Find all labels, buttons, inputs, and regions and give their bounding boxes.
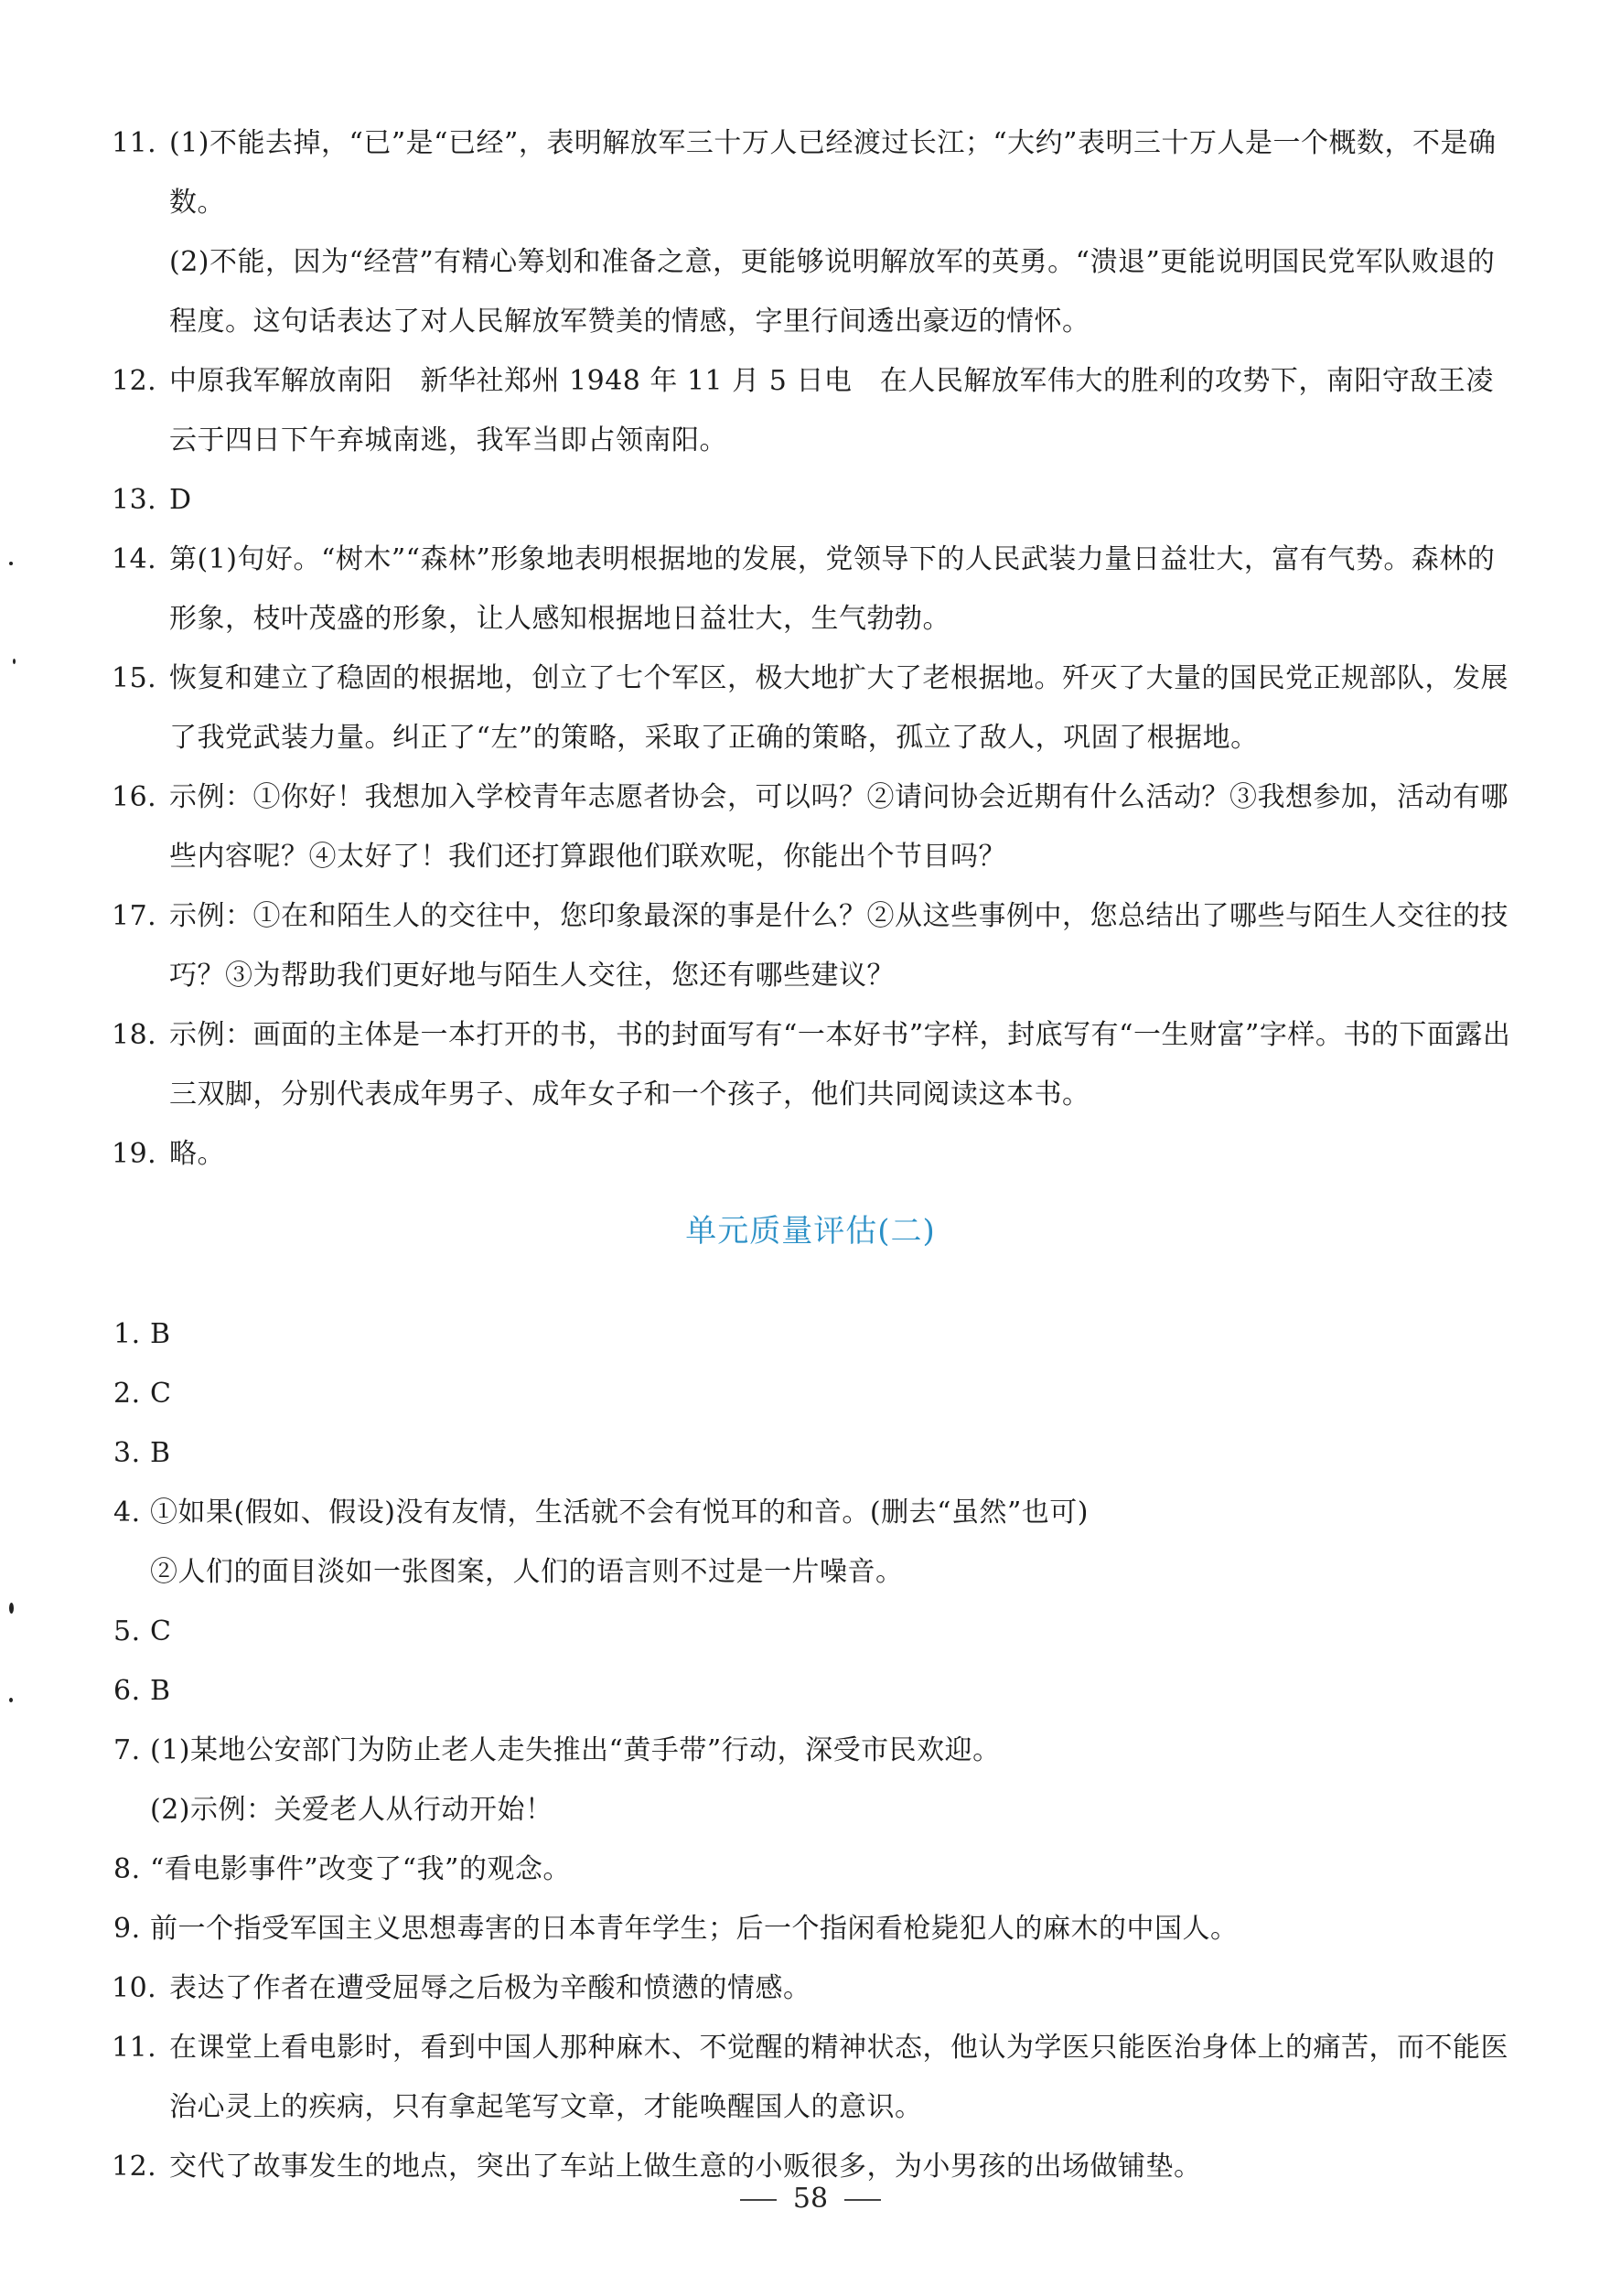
answer-number: 18.	[112, 1019, 157, 1051]
answer-text: 略。	[169, 1138, 225, 1170]
answer-number: 4.	[113, 1497, 141, 1529]
answer-number: 17.	[112, 900, 157, 932]
answer-item	[0, 1721, 1621, 1840]
answer-number: 19.	[112, 1138, 157, 1170]
footer-dash-right	[844, 2199, 881, 2201]
answer-item	[0, 1840, 1621, 1899]
answer-text: 交代了故事发生的地点，突出了车站上做生意的小贩很多，为小男孩的出场做铺垫。	[169, 2151, 1202, 2183]
answer-number: 1.	[113, 1318, 141, 1350]
answer-text: C	[150, 1378, 172, 1410]
answer-item	[0, 1005, 1621, 1124]
footer-dash-left	[740, 2199, 777, 2201]
scan-speck	[9, 1698, 13, 1702]
answer-text: (2)不能，因为“经营”有精心筹划和准备之意，更能够说明解放军的英勇。“溃退”更能说明国民党军队败退的程度。这句话表达了对人民解放军赞美的情感，字里行间透出豪迈的情怀。	[169, 246, 1496, 338]
answer-number: 10.	[112, 1972, 157, 2004]
answer-text: D	[169, 484, 192, 516]
answers-part-one	[0, 113, 1621, 1184]
answer-text: C	[150, 1615, 172, 1647]
answer-text: ①如果(假如、假设)没有友情，生活就不会有悦耳的和音。(删去“虽然”也可)	[150, 1497, 1089, 1529]
answer-item	[0, 1602, 1621, 1661]
answer-text: 前一个指受军国主义思想毒害的日本青年学生；后一个指闲看枪毙犯人的麻木的中国人。	[150, 1913, 1239, 1945]
answer-number: 6.	[113, 1675, 141, 1707]
answer-item	[0, 1304, 1621, 1364]
answer-number: 13.	[112, 484, 157, 516]
answer-number: 12.	[112, 2151, 157, 2183]
answer-item	[0, 1124, 1621, 1184]
answer-text: 示例：①你好！我想加入学校青年志愿者协会，可以吗？②请问协会近期有什么活动？③我想参加，活动有哪些内容呢？④太好了！我们还打算跟他们联欢呢，你能出个节目吗？	[169, 781, 1508, 873]
answer-item	[0, 1364, 1621, 1423]
answer-text: 在课堂上看电影时，看到中国人那种麻木、不觉醒的精神状态，他认为学医只能医治身体上的痛苦，而不能医治心灵上的疾病，只有拿起笔写文章，才能唤醒国人的意识。	[169, 2032, 1508, 2123]
answer-text: (2)示例：关爱老人从行动开始！	[150, 1794, 553, 1826]
answer-item	[0, 767, 1621, 886]
answer-item	[0, 2018, 1621, 2137]
answer-text: B	[150, 1437, 171, 1469]
scan-speck	[9, 1603, 14, 1614]
answer-number: 16.	[112, 781, 157, 813]
answer-number: 15.	[112, 662, 157, 694]
answer-text: ②人们的面目淡如一张图案，人们的语言则不过是一片噪音。	[150, 1556, 904, 1588]
answer-number: 9.	[113, 1913, 141, 1945]
answer-text: B	[150, 1675, 171, 1707]
answer-number: 12.	[112, 365, 157, 397]
answer-item	[0, 649, 1621, 767]
answer-item	[0, 1899, 1621, 1958]
answer-number: 2.	[113, 1378, 141, 1410]
section-heading: 单元质量评估(二)	[685, 1213, 936, 1250]
answer-number: 11.	[112, 2032, 157, 2064]
answer-text: 示例：①在和陌生人的交往中，您印象最深的事是什么？②从这些事例中，您总结出了哪些与陌生人交往的技巧？③为帮助我们更好地与陌生人交往，您还有哪些建议？	[169, 900, 1508, 992]
answer-item	[0, 530, 1621, 649]
answer-item	[0, 886, 1621, 1005]
answer-item	[0, 1423, 1621, 1483]
answer-text: (1)某地公安部门为防止老人走失推出“黄手带”行动，深受市民欢迎。	[150, 1734, 1001, 1766]
answer-text: (1)不能去掉，“已”是“已经”，表明解放军三十万人已经渡过长江；“大约”表明三十万人是一个概数，不是确数。	[169, 127, 1497, 219]
scan-speck	[13, 659, 16, 664]
answer-number: 8.	[113, 1853, 141, 1885]
answer-item	[0, 470, 1621, 530]
answer-text: 表达了作者在遭受屈辱之后极为辛酸和愤懑的情感。	[169, 1972, 811, 2004]
answers-part-two	[0, 1304, 1621, 2196]
scan-speck	[9, 562, 13, 565]
answer-item	[0, 1958, 1621, 2018]
answer-item	[0, 1483, 1621, 1602]
answer-number: 5.	[113, 1615, 141, 1647]
answer-text: 第(1)句好。“树木”“森林”形象地表明根据地的发展，党领导下的人民武装力量日益壮大，富有气势。森林的形象，枝叶茂盛的形象，让人感知根据地日益壮大，生气勃勃。	[169, 543, 1496, 635]
answer-text: 中原我军解放南阳 新华社郑州 1948 年 11 月 5 日电 在人民解放军伟大的胜利的攻势下，南阳守敌王凌云于四日下午弃城南逃，我军当即占领南阳。	[169, 365, 1494, 456]
answer-text: B	[150, 1318, 171, 1350]
answer-number: 3.	[113, 1437, 141, 1469]
page-number: 58	[792, 2183, 829, 2215]
answer-number: 14.	[112, 543, 157, 575]
answer-item	[0, 351, 1621, 470]
answer-text: 示例：画面的主体是一本打开的书，书的封面写有“一本好书”字样，封底写有“一生财富”字样。书的下面露出三双脚，分别代表成年男子、成年女子和一个孩子，他们共同阅读这本书。	[169, 1019, 1511, 1110]
page-footer	[0, 2183, 1621, 2215]
answer-item	[0, 113, 1621, 351]
answer-text: “看电影事件”改变了“我”的观念。	[150, 1853, 571, 1885]
answer-text: 恢复和建立了稳固的根据地，创立了七个军区，极大地扩大了老根据地。歼灭了大量的国民党正规部队，发展了我党武装力量。纠正了“左”的策略，采取了正确的策略，孤立了敌人，巩固了根据地。	[169, 662, 1508, 754]
answer-number: 7.	[113, 1734, 141, 1766]
answer-item	[0, 1661, 1621, 1721]
answer-number: 11.	[112, 127, 157, 159]
